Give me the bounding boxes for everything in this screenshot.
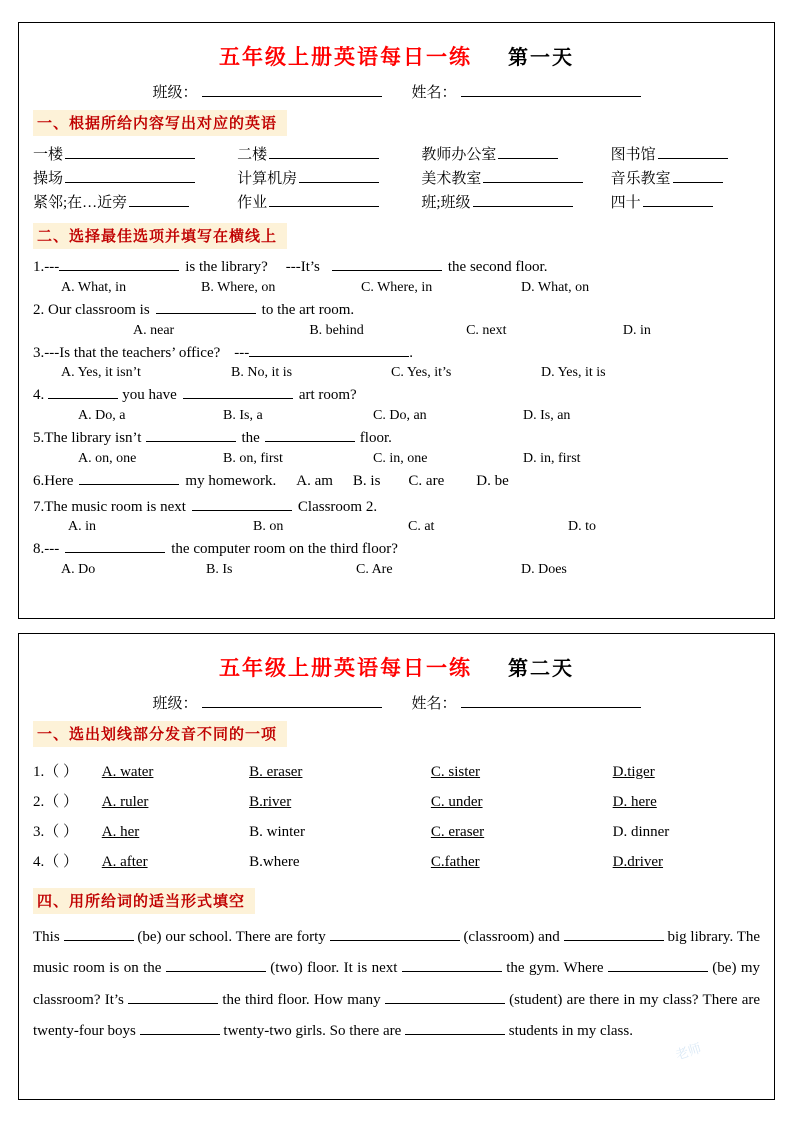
- cloze-blank[interactable]: [385, 989, 505, 1004]
- vocab-blank[interactable]: [129, 192, 189, 207]
- question-number: 7.The music room is next: [33, 498, 186, 515]
- question-5: [33, 427, 760, 450]
- question-3-options: [33, 365, 760, 381]
- day1-title: 五年级上册英语每日一练: [219, 45, 472, 69]
- option-b[interactable]: B. Where, on: [201, 279, 276, 295]
- cloze-text: the gym. Where: [506, 960, 604, 977]
- day2-section1-heading: 一、选出划线部分发音不同的一项: [33, 721, 287, 747]
- day2-class-blank[interactable]: [202, 693, 382, 708]
- vocab-blank[interactable]: [473, 192, 573, 207]
- option-b[interactable]: B. on: [253, 519, 284, 535]
- question-blank[interactable]: [332, 256, 442, 271]
- question-8-options: [33, 562, 760, 578]
- option-d[interactable]: D. in: [622, 322, 651, 338]
- option-c[interactable]: C. eraser: [430, 823, 485, 840]
- day1-info-row: [33, 81, 760, 102]
- question-2: [33, 299, 760, 322]
- vocab-item[interactable]: [237, 191, 421, 212]
- option-d[interactable]: D. in, first: [523, 450, 581, 466]
- vocab-item[interactable]: [421, 191, 610, 212]
- day1-section2-heading: 二、选择最佳选项并填写在横线上: [33, 223, 287, 249]
- vocab-item[interactable]: [611, 143, 760, 164]
- phonics-number[interactable]: 2.（ ）: [33, 793, 79, 810]
- option-d[interactable]: D.driver: [612, 853, 664, 870]
- question-text: the: [241, 430, 260, 446]
- vocab-item[interactable]: [237, 143, 421, 164]
- vocab-blank[interactable]: [65, 168, 195, 183]
- option-b[interactable]: B. eraser: [249, 763, 303, 780]
- day2-name-field[interactable]: [412, 692, 641, 713]
- phonics-row[interactable]: [33, 760, 760, 781]
- option-b[interactable]: B. Is, a: [223, 408, 263, 423]
- question-number: 2. Our classroom is: [33, 301, 150, 318]
- day2-title: 五年级上册英语每日一练: [219, 655, 472, 680]
- vocab-label: 二楼: [237, 147, 268, 163]
- option-c[interactable]: C. in, one: [373, 450, 428, 466]
- option-a[interactable]: A. Yes, it isn’t: [61, 365, 141, 381]
- question-text: to the art room.: [261, 301, 355, 318]
- day2-sheet: [18, 633, 775, 1100]
- question-text: is the library?: [185, 259, 268, 275]
- cloze-text: (student) are there in my class? There are: [509, 991, 761, 1008]
- option-c[interactable]: C. Do, an: [373, 408, 427, 423]
- watermark: 老师: [673, 1040, 703, 1063]
- day1-class-label: 班级：: [152, 85, 198, 101]
- question-number: 1.---: [33, 259, 60, 275]
- phonics-number[interactable]: 1.（ ）: [33, 763, 79, 780]
- vocab-label: 紧邻;在…近旁: [33, 195, 128, 211]
- cloze-blank[interactable]: [564, 926, 664, 941]
- question-blank[interactable]: [265, 427, 355, 442]
- cloze-text: students in my: [508, 1023, 597, 1040]
- question-text: ---: [234, 344, 250, 361]
- cloze-text: (two) floor. It is next: [270, 960, 398, 977]
- day1-section1-heading: 一、根据所给内容写出对应的英语: [33, 110, 287, 136]
- option-d[interactable]: D. Does: [521, 562, 567, 577]
- vocab-label: 作业: [237, 195, 268, 211]
- vocab-blank[interactable]: [65, 144, 195, 159]
- question-text: my homework.: [185, 472, 277, 489]
- vocab-blank[interactable]: [658, 144, 728, 159]
- vocab-blank[interactable]: [269, 192, 379, 207]
- vocab-item[interactable]: [421, 143, 610, 164]
- vocab-label: 美术教室: [421, 171, 482, 187]
- cloze-text: class.: [600, 1023, 633, 1040]
- option-c[interactable]: C. are: [408, 472, 445, 489]
- option-a[interactable]: A. in: [68, 519, 96, 535]
- vocab-label: 班;班级: [421, 195, 471, 211]
- question-number: 6.Here: [33, 472, 74, 489]
- question-text: the second floor.: [447, 259, 548, 275]
- question-8: [33, 538, 760, 561]
- option-c[interactable]: C. Are: [356, 562, 393, 577]
- vocab-item[interactable]: [611, 191, 760, 212]
- option-a[interactable]: A. Do, a: [78, 408, 126, 423]
- cloze-blank[interactable]: [64, 926, 134, 941]
- question-number: 5.The library isn’t: [33, 430, 142, 446]
- day2-info-row: [33, 692, 760, 713]
- day1-sheet: [18, 22, 775, 619]
- option-d[interactable]: D. to: [568, 519, 596, 535]
- question-text: you have: [122, 387, 177, 404]
- cloze-blank[interactable]: [608, 957, 708, 972]
- option-c[interactable]: C. sister: [430, 763, 481, 780]
- question-blank[interactable]: [192, 496, 292, 511]
- cloze-text: big library. The music room is on the: [33, 928, 761, 977]
- day2-class-label: 班级：: [152, 695, 198, 712]
- vocab-item[interactable]: [33, 167, 237, 188]
- option-b[interactable]: B. on, first: [223, 450, 283, 466]
- phonics-row[interactable]: [33, 850, 760, 871]
- option-c[interactable]: C. under: [430, 793, 483, 810]
- question-6: [33, 470, 760, 493]
- phonics-row[interactable]: [33, 820, 760, 841]
- question-blank[interactable]: [59, 256, 179, 271]
- option-a[interactable]: A. water: [101, 763, 154, 780]
- question-blank[interactable]: [183, 384, 293, 399]
- option-b[interactable]: B.river: [249, 793, 292, 810]
- cloze-text: (be) my classroom? It’s: [33, 960, 761, 1008]
- option-a[interactable]: A. ruler: [101, 793, 149, 810]
- day1-title-row: [33, 41, 760, 71]
- question-text: ---It’s: [285, 259, 320, 275]
- vocab-label: 图书馆: [610, 147, 656, 163]
- day1-day-label: 第一天: [508, 47, 574, 69]
- cloze-blank[interactable]: [402, 957, 502, 972]
- day1-class-blank[interactable]: [202, 82, 382, 97]
- vocab-item[interactable]: [33, 143, 237, 164]
- cloze-text: twenty-four boys: [33, 1023, 136, 1040]
- vocab-blank[interactable]: [483, 168, 583, 183]
- vocab-label: 四十: [610, 195, 641, 211]
- option-b[interactable]: B. behind: [309, 322, 364, 338]
- question-number: 3.---Is that the teachers’ office?: [33, 344, 221, 361]
- option-d[interactable]: D. be: [476, 472, 509, 489]
- day1-name-blank[interactable]: [461, 82, 641, 97]
- day2-day-label: 第二天: [508, 657, 574, 680]
- vocab-item[interactable]: [237, 167, 421, 188]
- vocab-item[interactable]: [421, 167, 610, 188]
- phonics-row[interactable]: [33, 790, 760, 811]
- option-c[interactable]: C. Where, in: [361, 279, 433, 295]
- day2-name-blank[interactable]: [461, 693, 641, 708]
- option-b[interactable]: B.where: [249, 853, 300, 870]
- question-text: the computer room on the third floor?: [171, 541, 398, 558]
- cloze-text: the third: [222, 991, 274, 1008]
- question-7-options: [33, 519, 760, 535]
- option-b[interactable]: B. Is: [206, 562, 233, 577]
- option-b[interactable]: B. is: [352, 472, 381, 489]
- cloze-blank[interactable]: [330, 926, 460, 941]
- cloze-blank[interactable]: [128, 989, 218, 1004]
- vocab-blank[interactable]: [299, 168, 379, 183]
- day2-title-row: [33, 652, 760, 682]
- option-d[interactable]: D. Yes, it is: [541, 365, 606, 381]
- option-a[interactable]: A. her: [101, 823, 140, 840]
- question-blank[interactable]: [146, 427, 236, 442]
- day2-name-label: 姓名：: [411, 695, 457, 712]
- option-d[interactable]: D. What, on: [521, 279, 590, 295]
- vocab-label: 音乐教室: [610, 171, 671, 187]
- option-c[interactable]: C. at: [408, 519, 435, 535]
- option-c[interactable]: C.father: [430, 853, 480, 870]
- cloze-text: This: [33, 928, 60, 945]
- option-a[interactable]: A. after: [101, 853, 148, 870]
- day2-section2-heading: 四、用所给词的适当形式填空: [33, 888, 255, 914]
- cloze-text: floor. How many: [277, 991, 381, 1008]
- cloze-text: (be) our school. There are forty: [137, 928, 326, 945]
- vocab-row: [33, 191, 760, 212]
- question-text: art room?: [298, 387, 357, 404]
- question-blank[interactable]: [48, 384, 118, 399]
- option-a[interactable]: A. Do: [61, 562, 96, 577]
- option-c[interactable]: C. Yes, it’s: [391, 365, 452, 381]
- vocab-label: 一楼: [33, 147, 64, 163]
- cloze-text: twenty-two girls. So there are: [223, 1023, 402, 1040]
- question-5-options: [33, 451, 760, 467]
- cloze-blank[interactable]: [140, 1020, 220, 1035]
- question-number: 8.---: [33, 541, 60, 558]
- day2-class-field[interactable]: [152, 692, 381, 713]
- vocab-label: 操场: [33, 171, 64, 187]
- vocab-row: [33, 143, 760, 164]
- option-b[interactable]: B. No, it is: [231, 365, 293, 381]
- question-3: [33, 342, 760, 365]
- question-7: [33, 496, 760, 519]
- question-1-options: [33, 280, 760, 296]
- option-a[interactable]: A. near: [133, 322, 175, 338]
- question-text: Classroom 2.: [297, 498, 378, 515]
- vocab-label: 教师办公室: [421, 147, 497, 163]
- cloze-blank[interactable]: [166, 957, 266, 972]
- phonics-number[interactable]: 4.（ ）: [33, 853, 79, 870]
- option-c[interactable]: C. next: [466, 322, 507, 338]
- option-a[interactable]: A. am: [296, 472, 333, 489]
- question-1: [33, 256, 760, 279]
- cloze-text: (classroom) and: [463, 928, 560, 945]
- day1-class-field[interactable]: [152, 81, 381, 102]
- vocab-blank[interactable]: [673, 168, 723, 183]
- phonics-number[interactable]: 3.（ ）: [33, 823, 79, 840]
- question-number: 4.: [33, 387, 45, 404]
- vocab-blank[interactable]: [643, 192, 713, 207]
- question-text: .: [409, 344, 414, 361]
- cloze-blank[interactable]: [405, 1020, 505, 1035]
- option-a[interactable]: A. on, one: [78, 450, 137, 466]
- vocab-blank[interactable]: [269, 144, 379, 159]
- option-a[interactable]: A. What, in: [61, 279, 127, 295]
- vocab-label: 计算机房: [237, 171, 298, 187]
- option-b[interactable]: B. winter: [249, 823, 305, 840]
- question-blank[interactable]: [249, 342, 409, 357]
- vocab-item[interactable]: [33, 191, 237, 212]
- question-4: [33, 384, 760, 407]
- question-blank[interactable]: [79, 470, 179, 485]
- option-d[interactable]: D.tiger: [612, 763, 655, 780]
- vocab-row: [33, 167, 760, 188]
- option-d[interactable]: D. dinner: [612, 823, 670, 840]
- question-4-options: [33, 408, 760, 424]
- vocab-item[interactable]: [611, 167, 760, 188]
- option-d[interactable]: D. Is, an: [523, 408, 571, 423]
- question-blank[interactable]: [65, 538, 165, 553]
- cloze-paragraph: [33, 922, 760, 1048]
- question-text: floor.: [359, 430, 392, 446]
- vocab-blank[interactable]: [498, 144, 558, 159]
- question-2-options: [33, 323, 760, 339]
- option-d[interactable]: D. here: [612, 793, 657, 810]
- question-blank[interactable]: [156, 299, 256, 314]
- day1-name-field[interactable]: [412, 81, 641, 102]
- day1-name-label: 姓名：: [411, 85, 457, 101]
